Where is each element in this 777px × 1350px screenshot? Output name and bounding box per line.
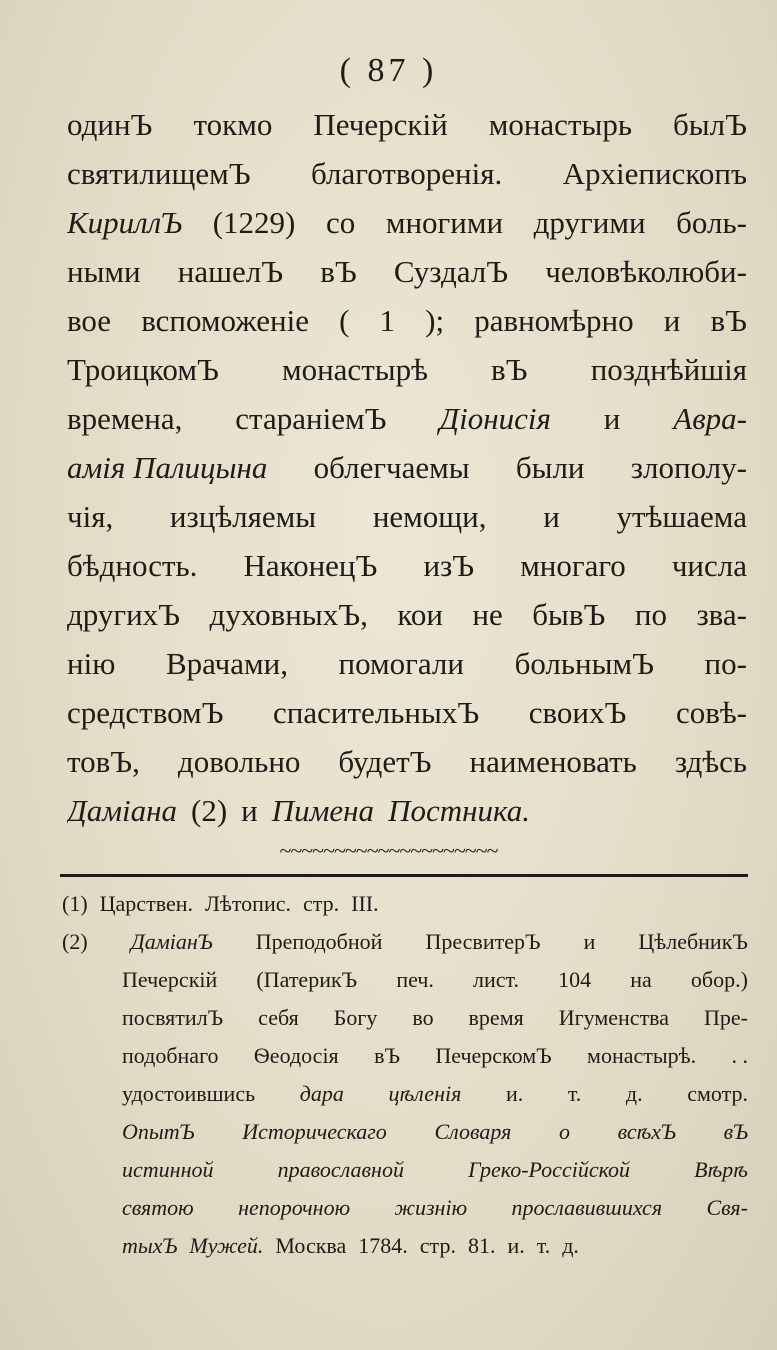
word: кои — [397, 597, 443, 632]
main-text — [67, 100, 747, 835]
word: изЪ — [423, 548, 475, 583]
word: Печерскій — [122, 967, 218, 992]
text-line — [67, 737, 747, 786]
word: себя — [258, 1005, 299, 1030]
word: Врачами, — [165, 646, 288, 681]
word-italic: о — [558, 1119, 570, 1144]
word-italic: жизнію — [394, 1195, 468, 1220]
word-italic: Діонисія — [439, 401, 551, 436]
word: спасительныхЪ — [273, 695, 480, 730]
word: (1229) — [212, 205, 296, 240]
word: бывЪ — [532, 597, 606, 632]
word-italic: дара — [299, 1081, 344, 1106]
word: больнымЪ — [514, 646, 654, 681]
word: 1784. — [358, 1233, 408, 1258]
word: смотр. — [687, 1081, 748, 1106]
word: своихЪ — [528, 695, 627, 730]
footnote-line — [62, 1189, 748, 1227]
word: ТроицкомЪ — [67, 352, 219, 387]
text-line — [67, 786, 747, 835]
footnote-rule — [60, 874, 748, 877]
word: изцѣляемы — [169, 499, 317, 534]
word-italic: прославившихся — [511, 1195, 663, 1220]
word: наименовать — [469, 744, 637, 779]
word: монастырѣ. — [587, 1043, 697, 1068]
footnote-marker: (2) — [62, 929, 88, 954]
word: здѣсь — [674, 744, 747, 779]
word: Архіепископъ — [562, 156, 747, 191]
text-line — [67, 394, 747, 443]
word: обор.) — [690, 967, 748, 992]
text-line — [67, 590, 747, 639]
word-italic: Авра- — [673, 401, 747, 436]
word: на — [630, 967, 652, 992]
word: и — [603, 401, 621, 436]
footnotes — [62, 885, 748, 1265]
word: Богу — [333, 1005, 378, 1030]
word: НаконецЪ — [243, 548, 378, 583]
word: облегчаемы — [313, 450, 470, 485]
word: многими — [385, 205, 504, 240]
word-italic: КириллЪ — [67, 205, 183, 240]
word: т. — [536, 1233, 551, 1258]
word: злополу- — [630, 450, 747, 485]
ornament-divider: ~~~~~~~~~~~~~~~~~~~~ — [279, 838, 498, 863]
word-italic: Даміана — [67, 793, 177, 828]
word: монастырь — [488, 107, 632, 142]
word: боль- — [676, 205, 747, 240]
word: по — [634, 597, 667, 632]
word-italic: Свя- — [706, 1195, 748, 1220]
word-italic: Греко-Россійской — [468, 1157, 631, 1182]
word: Лѣтопис. — [204, 891, 291, 916]
word: Москва — [275, 1233, 347, 1258]
word-italic: Мужей. — [189, 1233, 264, 1258]
word: со — [325, 205, 356, 240]
text-line — [67, 541, 747, 590]
word: человѣколюби- — [545, 254, 747, 289]
word: довольно — [177, 744, 301, 779]
text-line — [67, 100, 747, 149]
word-italic: цѣленія — [388, 1081, 462, 1106]
text-line — [67, 688, 747, 737]
word-italic: Вѣрѣ — [694, 1157, 748, 1182]
word: нію — [67, 646, 116, 681]
text-line — [67, 345, 747, 394]
word: другими — [533, 205, 646, 240]
word: во — [412, 1005, 434, 1030]
word: III. — [351, 891, 379, 916]
word: ПечерскомЪ — [435, 1043, 552, 1068]
word-italic: ОпытЪ — [122, 1119, 195, 1144]
text-line — [67, 296, 747, 345]
word: 1 — [379, 303, 396, 338]
word: (ПатерикЪ — [256, 967, 358, 992]
word-italic: вЪ — [723, 1119, 748, 1144]
word: подобнаго — [122, 1043, 219, 1068]
word: ными — [67, 254, 141, 289]
word: стр. — [419, 1233, 456, 1258]
word: чія, — [67, 499, 114, 534]
word-italic: православной — [277, 1157, 404, 1182]
word: . . — [731, 1043, 748, 1068]
text-line — [67, 639, 747, 688]
word-italic: ДаміанЪ — [130, 929, 213, 954]
word-italic: амія Палицына — [67, 450, 268, 485]
word: (2) — [191, 793, 228, 828]
word: товЪ, — [67, 744, 140, 779]
word-italic: Историческаго — [242, 1119, 387, 1144]
word: Печерскій — [313, 107, 448, 142]
text-line — [67, 149, 747, 198]
word: печ. — [396, 967, 434, 992]
word: Ѳеодосія — [253, 1043, 339, 1068]
word: равномѣрно — [474, 303, 634, 338]
word: ЦѣлебникЪ — [638, 929, 748, 954]
word: вое — [67, 303, 112, 338]
footnote-line — [62, 923, 748, 961]
word: и — [241, 793, 258, 828]
word-italic: непорочною — [238, 1195, 351, 1220]
word: бѣдность. — [67, 548, 198, 583]
word: монастырѣ — [281, 352, 428, 387]
word: одинЪ — [67, 107, 153, 142]
word: время — [468, 1005, 524, 1030]
word: зва- — [696, 597, 747, 632]
word: ( — [339, 303, 350, 338]
word: многаго — [520, 548, 626, 583]
footnote-line — [62, 1151, 748, 1189]
word: времена, — [67, 401, 183, 436]
text-line — [67, 492, 747, 541]
text-line — [67, 247, 747, 296]
word-italic: тыхЪ — [122, 1233, 178, 1258]
word: нашелЪ — [177, 254, 284, 289]
word: былЪ — [673, 107, 747, 142]
word: и — [543, 499, 560, 534]
word-italic: Словаря — [434, 1119, 512, 1144]
word: будетЪ — [338, 744, 432, 779]
word: Пре- — [704, 1005, 748, 1030]
word: духовныхЪ, — [209, 597, 368, 632]
word: 104 — [558, 967, 592, 992]
word: вЪ — [320, 254, 357, 289]
word: д. — [562, 1233, 579, 1258]
word: и. — [507, 1233, 525, 1258]
word: вЪ — [710, 303, 747, 338]
word-italic: Постника. — [388, 793, 530, 828]
word: по- — [704, 646, 747, 681]
word: вЪ — [491, 352, 528, 387]
footnote-line — [62, 961, 748, 999]
word: вЪ — [374, 1043, 400, 1068]
word: немощи, — [372, 499, 487, 534]
footnote-line — [62, 885, 748, 923]
word: позднѣйшія — [590, 352, 747, 387]
word: посвятилЪ — [122, 1005, 224, 1030]
word: Преподобной — [255, 929, 383, 954]
word-italic: истинной — [122, 1157, 214, 1182]
word: не — [472, 597, 503, 632]
word: и — [583, 929, 596, 954]
word: числа — [671, 548, 747, 583]
word: токмо — [193, 107, 273, 142]
word: лист. — [473, 967, 519, 992]
word: стараніемЪ — [235, 401, 387, 436]
word: были — [515, 450, 585, 485]
word: средствомЪ — [67, 695, 224, 730]
footnote-line — [62, 1113, 748, 1151]
word-italic: святою — [122, 1195, 194, 1220]
footnote-line — [62, 1075, 748, 1113]
word: удостоившись — [122, 1081, 256, 1106]
word: совѣ- — [675, 695, 747, 730]
word: СуздалЪ — [393, 254, 509, 289]
word: святилищемЪ — [67, 156, 251, 191]
word: стр. — [303, 891, 340, 916]
word-italic: Пимена — [271, 793, 375, 828]
page-number: ( 87 ) — [339, 52, 438, 89]
word: Царствен. — [99, 891, 193, 916]
word: и. — [505, 1081, 524, 1106]
text-line — [67, 443, 747, 492]
footnote-marker: (1) — [62, 891, 88, 916]
word: 81. — [467, 1233, 496, 1258]
word: утѣшаема — [616, 499, 747, 534]
footnote-line — [62, 999, 748, 1037]
word: помогали — [338, 646, 464, 681]
word: ); — [425, 303, 445, 338]
word-italic: всѣхЪ — [617, 1119, 676, 1144]
word: д. — [625, 1081, 643, 1106]
word: ПресвитерЪ — [425, 929, 541, 954]
word: Игуменства — [558, 1005, 670, 1030]
word: вспоможеніе — [141, 303, 309, 338]
text-line — [67, 198, 747, 247]
word: другихЪ — [67, 597, 181, 632]
word: благотворенія. — [311, 156, 503, 191]
word: т. — [567, 1081, 582, 1106]
footnote-line — [62, 1037, 748, 1075]
word: и — [663, 303, 681, 338]
footnote-line — [62, 1227, 748, 1265]
